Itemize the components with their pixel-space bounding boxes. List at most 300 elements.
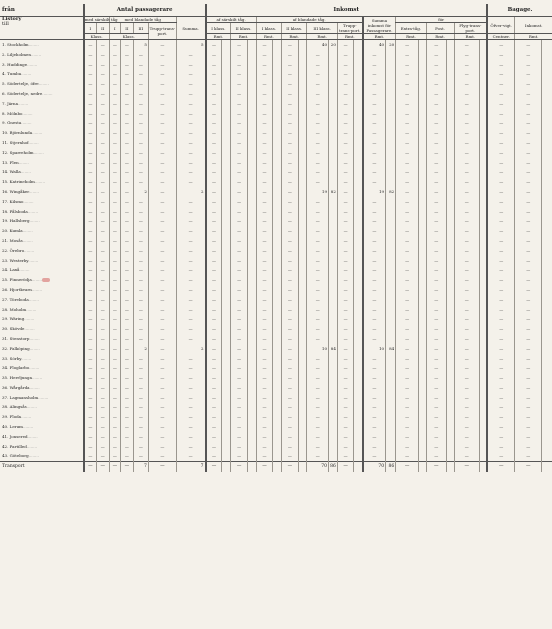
- cell-dash: —: [487, 393, 515, 403]
- cell-dash: —: [454, 324, 479, 334]
- cell-ore: [419, 295, 427, 305]
- cell-dash: —: [121, 197, 134, 207]
- cell-dash: —: [282, 128, 298, 138]
- cell-ore: [479, 265, 487, 275]
- leader-dots: ........: [28, 188, 39, 194]
- cell-dash: —: [84, 422, 97, 432]
- cell-ore: [273, 305, 282, 315]
- cell-ore: [386, 207, 396, 217]
- station-name: Pålsboda: [9, 208, 28, 214]
- cell-ore: [479, 138, 487, 148]
- cell-dash: —: [363, 207, 386, 217]
- cell-ore: [542, 354, 552, 364]
- cell-dash: —: [231, 138, 247, 148]
- leader-dots: ........: [21, 71, 32, 77]
- cell-ore: [446, 451, 454, 461]
- rmt-unit: Rmt.: [363, 34, 396, 40]
- cell-ore: [247, 412, 256, 422]
- cell-dash: —: [515, 432, 542, 442]
- table-row: [0, 344, 552, 354]
- cell-dash: —: [426, 462, 446, 473]
- cell-dash: —: [176, 334, 205, 344]
- cell-ore: [542, 167, 552, 177]
- cell-ore: [298, 354, 307, 364]
- row-number: 43.: [2, 453, 9, 459]
- cell-dash: —: [282, 393, 298, 403]
- cell-dash: —: [487, 422, 515, 432]
- cell-ore: [247, 177, 256, 187]
- cell-ore: [222, 89, 231, 99]
- cell-dash: —: [426, 402, 446, 412]
- cell-dash: —: [121, 363, 134, 373]
- flying-transport-header: Flyg-trans-port.: [454, 23, 487, 34]
- cell-dash: —: [256, 363, 272, 373]
- cell-dash: —: [256, 442, 272, 452]
- cell-dash: —: [454, 236, 479, 246]
- cell-dash: —: [176, 246, 205, 256]
- cell-dash: —: [454, 451, 479, 461]
- cell-dash: —: [109, 295, 120, 305]
- cell-dash: —: [84, 138, 97, 148]
- cell-value: 20: [386, 40, 396, 50]
- cell-dash: —: [121, 295, 134, 305]
- cell-ore: [419, 305, 427, 315]
- cell-dash: —: [206, 148, 222, 158]
- cell-dash: —: [515, 216, 542, 226]
- table-row: [0, 128, 552, 138]
- cell-dash: —: [148, 383, 176, 393]
- cell-dash: —: [96, 128, 109, 138]
- leader-dots: ........: [28, 139, 39, 145]
- cell-dash: —: [109, 265, 120, 275]
- cell-ore: [446, 207, 454, 217]
- cell-dash: —: [515, 383, 542, 393]
- cell-ore: [273, 295, 282, 305]
- cell-dash: —: [148, 334, 176, 344]
- cell-dash: —: [84, 344, 97, 354]
- cell-ore: [479, 128, 487, 138]
- cell-dash: —: [256, 256, 272, 266]
- cell-dash: —: [426, 344, 446, 354]
- total-label: Transport: [0, 462, 84, 473]
- baggage-title: Bagage.: [487, 4, 552, 17]
- row-number: 23.: [2, 257, 9, 263]
- cell-ore: [354, 40, 363, 50]
- cell-ore: [247, 402, 256, 412]
- row-number: 40.: [2, 424, 9, 430]
- cell-ore: [273, 216, 282, 226]
- cell-ore: [247, 207, 256, 217]
- cell-dash: —: [426, 148, 446, 158]
- cell-dash: —: [133, 207, 148, 217]
- row-number: 34.: [2, 365, 9, 371]
- cell-dash: —: [487, 383, 515, 393]
- cell-dash: —: [282, 256, 298, 266]
- cell-ore: [222, 197, 231, 207]
- cell-dash: —: [454, 158, 479, 168]
- cell-ore: [419, 314, 427, 324]
- cell-ore: [298, 207, 307, 217]
- cell-ore: [329, 265, 338, 275]
- cell-dash: —: [148, 462, 176, 473]
- cell-ore: [329, 324, 338, 334]
- cell-dash: —: [454, 109, 479, 119]
- leader-dots: ........: [22, 424, 34, 430]
- cell-ore: [419, 344, 427, 354]
- cell-ore: [222, 354, 231, 364]
- cell-ore: [542, 89, 552, 99]
- cell-ore: [419, 109, 427, 119]
- cell-value: 40: [307, 40, 329, 50]
- cell-dash: —: [363, 402, 386, 412]
- cell-dash: —: [109, 246, 120, 256]
- cell-dash: —: [307, 246, 329, 256]
- leader-dots: ........: [27, 61, 38, 67]
- cell-ore: [247, 451, 256, 461]
- cell-ore: [419, 236, 427, 246]
- cell-ore: [386, 50, 396, 60]
- cell-ore: [298, 285, 307, 295]
- cell-dash: —: [256, 314, 272, 324]
- cell-ore: [329, 207, 338, 217]
- cell-ore: [222, 128, 231, 138]
- cell-ore: [542, 295, 552, 305]
- cell-dash: —: [363, 324, 386, 334]
- station-name: Sörby: [9, 355, 22, 361]
- cell-ore: [354, 422, 363, 432]
- cell-ore: [298, 79, 307, 89]
- cell-ore: [446, 354, 454, 364]
- cell-dash: —: [206, 256, 222, 266]
- cell-dash: —: [307, 432, 329, 442]
- cell-ore: [222, 412, 231, 422]
- cell-dash: —: [515, 442, 542, 452]
- cell-dash: —: [337, 138, 353, 148]
- cell-dash: —: [307, 295, 329, 305]
- cell-dash: —: [133, 275, 148, 285]
- leader-dots: ........: [17, 100, 29, 106]
- table-row: [0, 197, 552, 207]
- cell-dash: —: [396, 305, 419, 315]
- cell-dash: —: [109, 256, 120, 266]
- cell-ore: [479, 148, 487, 158]
- cell-dash: —: [307, 207, 329, 217]
- cell-ore: [354, 363, 363, 373]
- cell-dash: —: [109, 275, 120, 285]
- cell-dash: —: [396, 148, 419, 158]
- cell-ore: [419, 128, 427, 138]
- cell-ore: [386, 246, 396, 256]
- table-row: [0, 148, 552, 158]
- leader-dots: ........: [21, 414, 32, 420]
- cell-dash: —: [337, 197, 353, 207]
- cell-dash: —: [426, 60, 446, 70]
- cell-ore: [386, 138, 396, 148]
- cell-dash: —: [426, 412, 446, 422]
- cell-dash: —: [231, 256, 247, 266]
- table-row: [0, 393, 552, 403]
- cell-ore: [247, 109, 256, 119]
- cell-dash: —: [109, 305, 120, 315]
- cell-ore: [247, 285, 256, 295]
- cell-ore: [222, 265, 231, 275]
- cell-ore: [386, 148, 396, 158]
- cell-dash: —: [256, 109, 272, 119]
- leader-dots: ........: [21, 120, 32, 126]
- cell-ore: [222, 422, 231, 432]
- cell-dash: —: [121, 451, 134, 461]
- cell-dash: —: [133, 383, 148, 393]
- cell-ore: [479, 344, 487, 354]
- cell-ore: [542, 363, 552, 373]
- cell-ore: [479, 246, 487, 256]
- cell-dash: —: [487, 79, 515, 89]
- leader-dots: ........: [20, 169, 31, 175]
- cell-dash: —: [109, 354, 120, 364]
- cell-ore: [446, 422, 454, 432]
- cell-ore: [222, 207, 231, 217]
- cell-dash: —: [256, 128, 272, 138]
- cell-dash: —: [454, 226, 479, 236]
- baggage-income-header: Inkomst.: [515, 17, 552, 34]
- cell-ore: [542, 99, 552, 109]
- cell-ore: [329, 314, 338, 324]
- cell-dash: —: [256, 50, 272, 60]
- cell-ore: [247, 256, 256, 266]
- cell-ore: [479, 393, 487, 403]
- cell-dash: —: [256, 334, 272, 344]
- cell-dash: —: [337, 402, 353, 412]
- cell-dash: —: [396, 69, 419, 79]
- cell-dash: —: [231, 216, 247, 226]
- cell-dash: —: [231, 305, 247, 315]
- cell-dash: —: [426, 285, 446, 295]
- cell-dash: —: [84, 354, 97, 364]
- cell-dash: —: [148, 109, 176, 119]
- cell-dash: —: [256, 236, 272, 246]
- cell-dash: —: [96, 216, 109, 226]
- cell-ore: [419, 60, 427, 70]
- cell-dash: —: [337, 79, 353, 89]
- cell-dash: —: [206, 354, 222, 364]
- cell-dash: —: [133, 177, 148, 187]
- cell-dash: —: [282, 462, 298, 473]
- cell-ore: [446, 197, 454, 207]
- cell-dash: —: [307, 324, 329, 334]
- cell-ore: [298, 462, 307, 473]
- cell-ore: [446, 442, 454, 452]
- cell-dash: —: [487, 314, 515, 324]
- row-number: 37.: [2, 394, 9, 400]
- station-sub: till: [2, 21, 9, 27]
- cell-ore: [329, 138, 338, 148]
- cell-dash: —: [454, 295, 479, 305]
- leader-dots: ........: [32, 130, 43, 136]
- cell-ore: [247, 265, 256, 275]
- cell-ore: [479, 295, 487, 305]
- cell-dash: —: [96, 187, 109, 197]
- cell-dash: —: [96, 197, 109, 207]
- cell-ore: [298, 412, 307, 422]
- row-number: 28.: [2, 306, 9, 312]
- cell-ore: [354, 344, 363, 354]
- cell-ore: [446, 177, 454, 187]
- cell-ore: [222, 99, 231, 109]
- cell-dash: —: [515, 285, 542, 295]
- cell-ore: [419, 324, 427, 334]
- cell-ore: [479, 275, 487, 285]
- cell-dash: —: [256, 187, 272, 197]
- cell-ore: [542, 50, 552, 60]
- rmt-unit: Rmt.: [282, 34, 307, 40]
- cell-ore: [542, 69, 552, 79]
- cell-ore: [354, 462, 363, 473]
- table-row: [0, 236, 552, 246]
- cell-dash: —: [231, 207, 247, 217]
- cell-dash: —: [109, 324, 120, 334]
- cell-dash: —: [337, 363, 353, 373]
- cell-dash: —: [176, 275, 205, 285]
- cell-dash: —: [282, 60, 298, 70]
- station-name: Hallsberg: [9, 218, 30, 224]
- cell-dash: —: [307, 158, 329, 168]
- cell-ore: [247, 393, 256, 403]
- station-name: Falköping: [9, 345, 30, 351]
- cell-dash: —: [109, 363, 120, 373]
- cell-dash: —: [282, 40, 298, 50]
- cell-ore: [479, 442, 487, 452]
- station-name: Tumba: [7, 71, 22, 77]
- cell-ore: [386, 442, 396, 452]
- cell-ore: [354, 256, 363, 266]
- row-number: 18.: [2, 208, 9, 214]
- cell-ore: [273, 50, 282, 60]
- cell-ore: [479, 354, 487, 364]
- cell-dash: —: [396, 50, 419, 60]
- cell-value: 2: [133, 187, 148, 197]
- cell-ore: [329, 246, 338, 256]
- cell-ore: [273, 236, 282, 246]
- cell-ore: [273, 285, 282, 295]
- station-name: Mosås: [9, 237, 23, 243]
- cell-ore: [329, 393, 338, 403]
- cell-ore: [273, 109, 282, 119]
- cell-ore: [354, 236, 363, 246]
- cell-dash: —: [515, 79, 542, 89]
- cell-dash: —: [84, 89, 97, 99]
- cell-dash: —: [176, 226, 205, 236]
- cell-ore: [386, 275, 396, 285]
- cell-ore: [273, 89, 282, 99]
- cell-dash: —: [487, 246, 515, 256]
- leader-dots: ........: [31, 375, 43, 381]
- leader-dots: ........: [24, 326, 35, 332]
- cell-dash: —: [454, 363, 479, 373]
- cell-dash: —: [515, 89, 542, 99]
- cell-dash: —: [133, 99, 148, 109]
- cell-dash: —: [487, 226, 515, 236]
- cell-dash: —: [133, 422, 148, 432]
- cell-dash: —: [84, 402, 97, 412]
- cell-dash: —: [396, 295, 419, 305]
- cell-ore: [479, 314, 487, 324]
- cell-dash: —: [487, 197, 515, 207]
- cell-dash: —: [84, 412, 97, 422]
- cell-dash: —: [337, 285, 353, 295]
- cell-dash: —: [282, 275, 298, 285]
- cell-dash: —: [515, 451, 542, 461]
- cell-value: 40: [363, 40, 386, 50]
- cell-dash: —: [487, 462, 515, 473]
- cell-ore: [446, 50, 454, 60]
- cell-ore: [479, 197, 487, 207]
- cell-ore: [298, 99, 307, 109]
- cell-dash: —: [148, 148, 176, 158]
- cell-ore: [222, 79, 231, 89]
- cell-ore: [273, 354, 282, 364]
- leader-dots: ........: [28, 296, 39, 302]
- cell-dash: —: [256, 383, 272, 393]
- rmt-unit: Rmt.: [337, 34, 362, 40]
- cell-ore: [419, 265, 427, 275]
- cell-dash: —: [109, 207, 120, 217]
- cell-dash: —: [206, 305, 222, 315]
- cell-dash: —: [454, 256, 479, 266]
- cell-ore: [273, 158, 282, 168]
- station-name: Stenstorp: [9, 335, 30, 341]
- cell-dash: —: [84, 373, 97, 383]
- cell-dash: —: [176, 128, 205, 138]
- cell-dash: —: [121, 109, 134, 119]
- leader-dots: ........: [22, 110, 33, 116]
- cell-dash: —: [337, 314, 353, 324]
- klass-III-mixed: III klass.: [307, 23, 337, 34]
- row-number: 8.: [2, 110, 6, 116]
- cell-ore: [273, 373, 282, 383]
- cell-dash: —: [109, 216, 120, 226]
- cell-ore: [222, 442, 231, 452]
- cell-ore: [273, 462, 282, 473]
- cell-ore: [386, 226, 396, 236]
- cell-ore: [419, 373, 427, 383]
- cell-dash: —: [426, 324, 446, 334]
- cell-ore: [542, 236, 552, 246]
- cell-dash: —: [337, 275, 353, 285]
- cell-ore: [354, 451, 363, 461]
- station-name: Hjortkvarn: [9, 286, 32, 292]
- cell-dash: —: [231, 314, 247, 324]
- cell-dash: —: [133, 363, 148, 373]
- station-name: Södertelje, nedre: [7, 90, 43, 96]
- cell-dash: —: [487, 275, 515, 285]
- cell-dash: —: [96, 285, 109, 295]
- cell-ore: [479, 412, 487, 422]
- cell-dash: —: [256, 451, 272, 461]
- cell-dash: —: [363, 128, 386, 138]
- row-number: 20.: [2, 228, 9, 234]
- table-row: [0, 442, 552, 452]
- cell-ore: [298, 305, 307, 315]
- cell-dash: —: [282, 422, 298, 432]
- sum-header: Summa.: [176, 17, 205, 40]
- cell-dash: —: [307, 138, 329, 148]
- cell-ore: [354, 334, 363, 344]
- cell-dash: —: [454, 138, 479, 148]
- cell-ore: [446, 373, 454, 383]
- table-row: [0, 412, 552, 422]
- cell-ore: [329, 236, 338, 246]
- cell-ore: [273, 60, 282, 70]
